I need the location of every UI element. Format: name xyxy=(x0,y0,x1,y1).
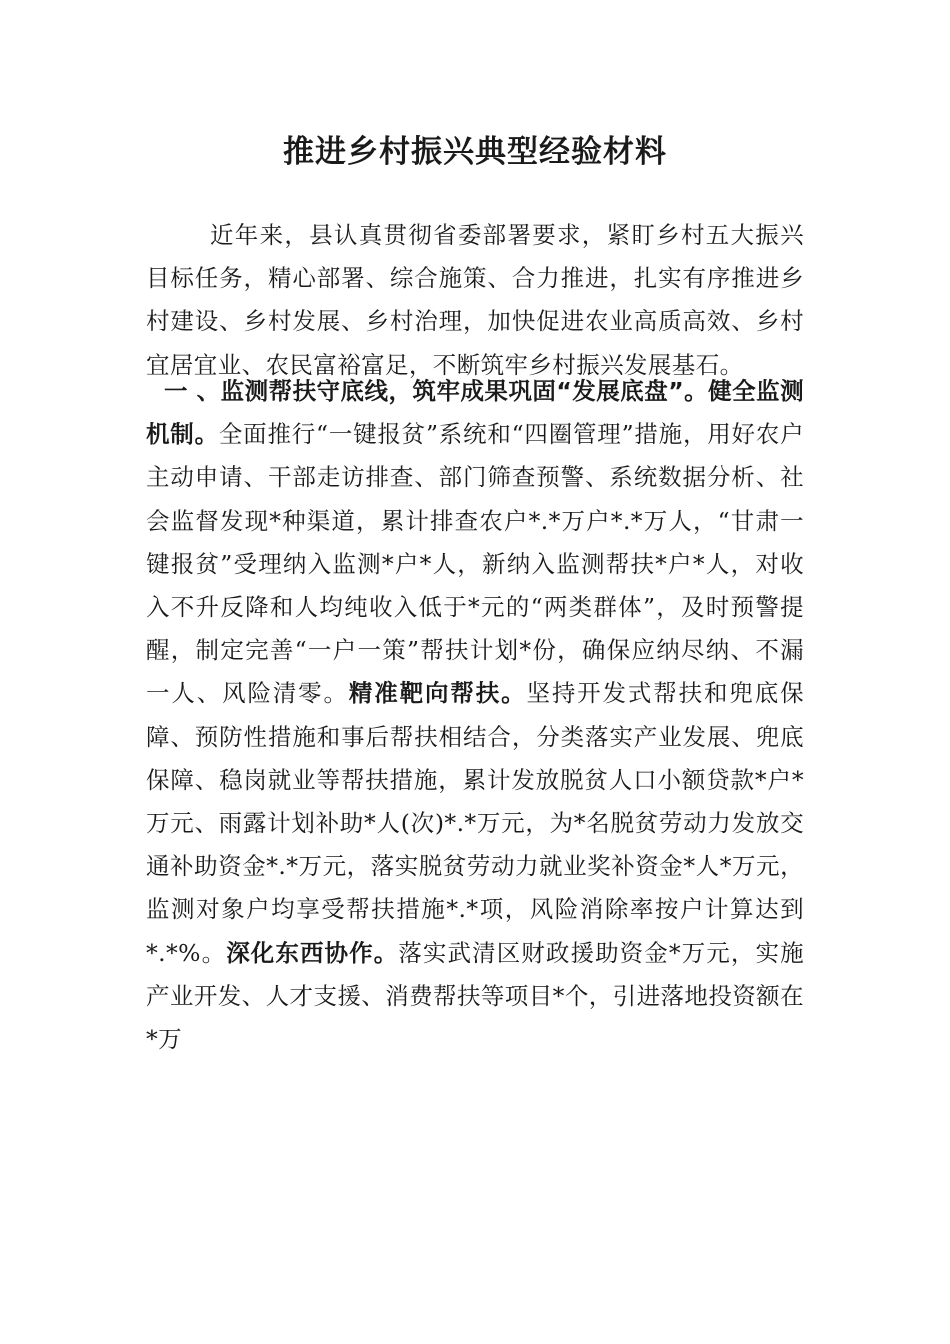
section-1-paragraph xyxy=(146,370,804,1061)
subsection-east-west-cooperation-text: 落实武清区财政援助资金*万元，实施产业开发、人才支援、消费帮扶等项目*个，引进落地投资额在*万 xyxy=(146,938,804,1054)
intro-paragraph xyxy=(146,214,804,387)
section-1-heading: 一 、监测帮扶守底线，筑牢成果巩固“发展底盘”。 xyxy=(164,377,709,405)
subsection-targeted-assistance-text: 坚持开发式帮扶和兜底保障、预防性措施和事后帮扶相结合，分类落实产业发展、兜底保障、稳岗就业等帮扶措施，累计发放脱贫人口小额贷款*户*万元、雨露计划补助*人(次)*.*万元，为*名脱贫劳动力发放交通补助资金*.*万元，落实脱贫劳动力就业奖补资金*人*万元，监测对象户均享受帮扶措施*.*项，风险消除率按户计算达到*.*%。 xyxy=(146,679,804,967)
subsection-east-west-cooperation-title: 深化东西协作。 xyxy=(226,938,399,967)
document-title: 推进乡村振兴典型经验材料 xyxy=(283,134,667,170)
intro-text: 近年来，县认真贯彻省委部署要求，紧盯乡村五大振兴目标任务，精心部署、综合施策、合力推进，扎实有序推进乡村建设、乡村发展、乡村治理，加快促进农业高质高效、乡村宜居宜业、农民富裕富足，不断筑牢乡村振兴发展基石。 xyxy=(146,221,804,379)
subsection-targeted-assistance-title: 精准靶向帮扶。 xyxy=(348,679,527,708)
subsection-monitoring-text: 全面推行“一键报贫”系统和“四圈管理”措施，用好农户主动申请、干部走访排查、部门筛查预警、系统数据分析、社会监督发现*种渠道，累计排查农户*.*万户*.*万人，“甘肃一键报贫”受理纳入监测*户*人，新纳入监测帮扶*户*人，对收入不升反降和人均纯收入低于*元的“两类群体”，及时预警提醒，制定完善“一户一策”帮扶计划*份，确保应纳尽纳、不漏一人、风险清零。 xyxy=(146,420,804,708)
subsection-monitoring-title: 健全监测机制。 xyxy=(146,377,805,449)
